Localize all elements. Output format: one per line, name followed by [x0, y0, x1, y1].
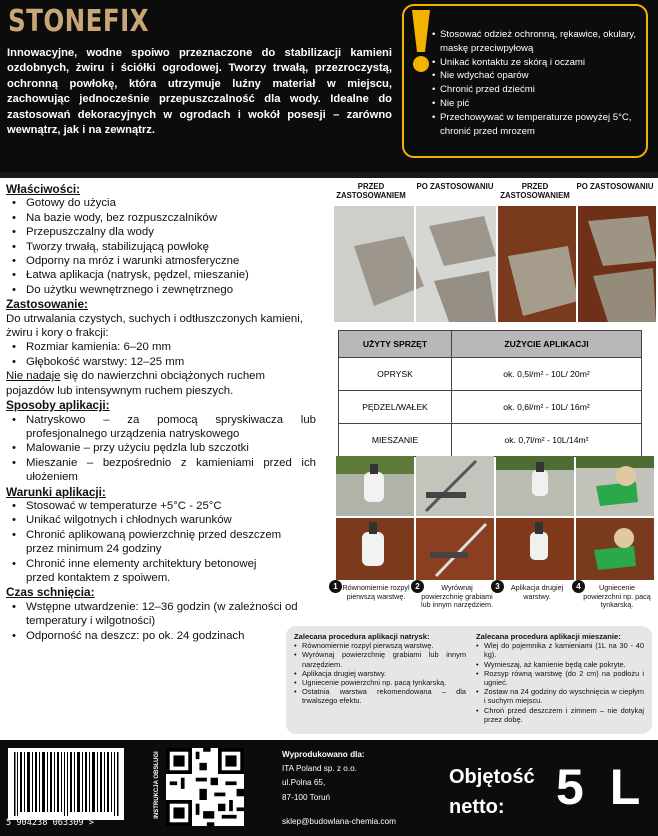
- barcode: [8, 748, 124, 820]
- spray-procedure-title: Zalecana procedura aplikacji natrysk:: [294, 632, 430, 641]
- manufacturer-title: Wyprodukowano dla:: [282, 750, 365, 759]
- usage-text: Do utrwalania czystych, suchych i odtłuszczonych kamieni, żwiru i kory o frakcji:: [6, 312, 303, 340]
- contact-email[interactable]: sklep@budowlana-chemia.com: [282, 816, 396, 826]
- table-cell: ok. 0,5l/m² - 10L/ 20m²: [452, 358, 642, 391]
- table-row: [339, 391, 642, 424]
- table-header: UŻYTY SPRZĘT: [339, 331, 452, 358]
- list-item: • Ostatnia warstwa rekomendowana – dla trwalszego efektu.: [294, 687, 466, 705]
- manufacturer-line: 87-100 Toruń: [282, 792, 331, 802]
- barcode-number: 5 904238 063309 >: [6, 818, 94, 828]
- step-photo-trowel-bark: [576, 518, 654, 580]
- methods-title: Sposoby aplikacji:: [6, 398, 110, 413]
- step-number: 3: [491, 580, 504, 593]
- before-label: PRZED ZASTOSOWANIEM: [500, 182, 570, 200]
- table-cell: ok. 0,6l/m² - 10L/ 16m²: [452, 391, 642, 424]
- table-cell: PĘDZEL/WAŁEK: [339, 391, 452, 424]
- warning-item: • Nie wdychać oparów: [432, 69, 646, 83]
- table-cell: OPRYSK: [339, 358, 452, 391]
- manufacturer-line: ITA Poland sp. z o.o.: [282, 764, 357, 774]
- list-item: • Na bazie wody, bez rozpuszczalników: [6, 211, 316, 225]
- warning-item: • Chronić przed dziećmi: [432, 83, 646, 97]
- mix-procedure-title: Zalecana procedura aplikacji mieszanie:: [476, 632, 621, 641]
- list-item: • Rozmiar kamienia: 6–20 mm: [6, 340, 316, 354]
- list-item: • Malowanie – przy użyciu pędzla lub szczotki: [6, 441, 316, 455]
- step-photo-spray-bark: [336, 518, 414, 580]
- properties-title: Właściwości:: [6, 182, 81, 196]
- list-item: • Do użytku wewnętrznego i zewnętrznego: [6, 283, 316, 297]
- list-item: • Aplikacja drugiej warstwy.: [294, 669, 466, 678]
- step-photo-trowel-gravel: [576, 456, 654, 516]
- consumption-table: [338, 330, 642, 457]
- header: [0, 0, 658, 172]
- list-item: • Łatwa aplikacja (natrysk, pędzel, mieszanie): [6, 268, 316, 282]
- header-divider: [0, 172, 658, 178]
- list-item: • Wlej do pojemnika z kamieniami (1L na 30 - 40 kg).: [476, 641, 644, 659]
- left-column: [6, 182, 316, 643]
- brand-logo: STONEFIX: [8, 4, 150, 39]
- warning-box: [402, 4, 648, 158]
- step-caption: Równomiernie rozpyl pierwszą warstwę.: [342, 583, 410, 601]
- step-photo-second-coat-gravel: [496, 456, 574, 516]
- warning-item: • Unikać kontaktu ze skórą i oczami: [432, 56, 646, 70]
- step-photo-spray-gravel: [336, 456, 414, 516]
- step-caption: Aplikacja drugiej warstwy.: [510, 583, 564, 601]
- volume-label: Objętość netto:: [449, 766, 535, 818]
- table-row: [339, 424, 642, 457]
- warning-item: • Nie pić: [432, 97, 646, 111]
- list-item: • Przepuszczalny dla wody: [6, 225, 316, 239]
- list-item: • Chroń przed deszczem i zimnem – nie dotykaj przez dobę.: [476, 706, 644, 724]
- table-row: [339, 358, 642, 391]
- before-label: PRZED ZASTOSOWANIEM: [336, 182, 406, 200]
- list-item: • Natryskowo – za pomocą spryskiwacza lub profesjonalnego urządzenia natryskowego: [6, 413, 316, 442]
- spray-procedure: [294, 632, 466, 706]
- list-item: • Chronić inne elementy architektury betonowej przed kontaktem z spoiwem.: [6, 557, 316, 586]
- usage-note-rest: się do nawierzchni obciążonych ruchem pojazdów lub intensywnym ruchem pieszych.: [6, 370, 265, 397]
- step-caption: Wyrównaj powierzchnię grabiami lub innym narzędziem.: [421, 583, 493, 610]
- list-item: • Wstępne utwardzenie: 12–36 godzin (w zależności od temperatury i wilgotności): [6, 600, 316, 629]
- after-label: PO ZASTOSOWANIU: [576, 182, 654, 191]
- list-item: • Tworzy trwałą, stabilizującą powłokę: [6, 240, 316, 254]
- step-number: 4: [572, 580, 585, 593]
- usage-note: [6, 369, 316, 398]
- list-item: • Unikać wilgotnych i chłodnych warunków: [6, 513, 316, 527]
- warning-item: • Przechowywać w temperaturze powyżej 5°C, chronić przed mrozem: [432, 111, 646, 139]
- step-photo-second-coat-bark: [496, 518, 574, 580]
- table-cell: MIESZANIE: [339, 424, 452, 457]
- gravel-before-after-photo: [334, 206, 496, 322]
- step-photo-rake-gravel: [416, 456, 494, 516]
- list-item: • Gotowy do użycia: [6, 196, 316, 210]
- step-caption: Ugniecenie powierzchni np. pacą tynkarską.: [583, 583, 651, 610]
- list-item: • Odporny na mróz i warunki atmosferyczne: [6, 254, 316, 268]
- exclamation-icon: [408, 8, 434, 74]
- list-item: • Mieszanie – bezpośrednio z kamieniami przed ich ułożeniem: [6, 456, 316, 485]
- qr-code[interactable]: [166, 748, 244, 826]
- conditions-list: [6, 499, 316, 585]
- step-photo-rake-bark: [416, 518, 494, 580]
- usage-list: [6, 340, 316, 369]
- step-number: 1: [329, 580, 342, 593]
- vertical-caption: INSTRUKCJA OBSŁUGI: [154, 751, 160, 819]
- step-number: 2: [411, 580, 424, 593]
- procedure-box: [286, 626, 652, 734]
- list-item: • Odporność na deszcz: po ok. 24 godzinach: [6, 629, 316, 643]
- methods-list: [6, 413, 316, 485]
- intro-text: Innowacyjne, wodne spoiwo przeznaczone do stabilizacji kamieni ozdobnych, żwiru i ściółki ogrodowej. Tworzy trwałą, przezroczystą, ochronną powłokę, która utrzymuje luźny materiał w miejscu, zachowując jednocześnie przepuszczalność dla wody. Idealne do zastosowań dekoracyjnych w ogrodach i wokół posesji – zarówno wewnątrz, jak i na zewnątrz.: [7, 47, 392, 137]
- footer: [0, 740, 658, 836]
- list-item: • Ugniecenie powierzchni np. pacą tynkarską.: [294, 678, 466, 687]
- manufacturer-line: ul.Polna 65,: [282, 778, 326, 788]
- list-item: • Zostaw na 24 godziny do wyschnięcia w ciepłym i suchym miejscu.: [476, 687, 644, 705]
- mix-procedure: [476, 632, 644, 724]
- warning-item: • Stosować odzież ochronną, rękawice, okulary, maskę przeciwpyłową: [432, 28, 646, 56]
- drying-list: [6, 600, 316, 643]
- list-item: • Wymieszaj, aż kamienie będą całe pokryte.: [476, 660, 644, 669]
- bark-before-after-photo: [498, 206, 656, 322]
- table-cell: ok. 0,7l/m² - 10L/14m²: [452, 424, 642, 457]
- properties-list: [6, 196, 316, 297]
- list-item: • Wyrównaj powierzchnię grabiami lub innym narzędziem.: [294, 650, 466, 668]
- usage-title: Zastosowanie:: [6, 297, 88, 312]
- list-item: • Stosować w temperaturze +5°C - 25°C: [6, 499, 316, 513]
- table-header: ZUŻYCIE APLIKACJI: [452, 331, 642, 358]
- list-item: • Głębokość warstwy: 12–25 mm: [6, 355, 316, 369]
- drying-title: Czas schnięcia:: [6, 585, 95, 600]
- conditions-title: Warunki aplikacji:: [6, 484, 106, 499]
- list-item: • Rozsyp równą warstwę (do 2 cm) na podłożu i ugnieć.: [476, 669, 644, 687]
- manufacturer-info: [282, 748, 396, 829]
- list-item: • Chronić aplikowaną powierzchnię przed deszczem przez minimum 24 godziny: [6, 528, 316, 557]
- list-item: • Równomiernie rozpyl pierwszą warstwę.: [294, 641, 466, 650]
- volume-value: 5 L: [556, 759, 647, 815]
- usage-note-prefix: Nie nadaje: [6, 370, 61, 383]
- after-label: PO ZASTOSOWANIU: [416, 182, 494, 191]
